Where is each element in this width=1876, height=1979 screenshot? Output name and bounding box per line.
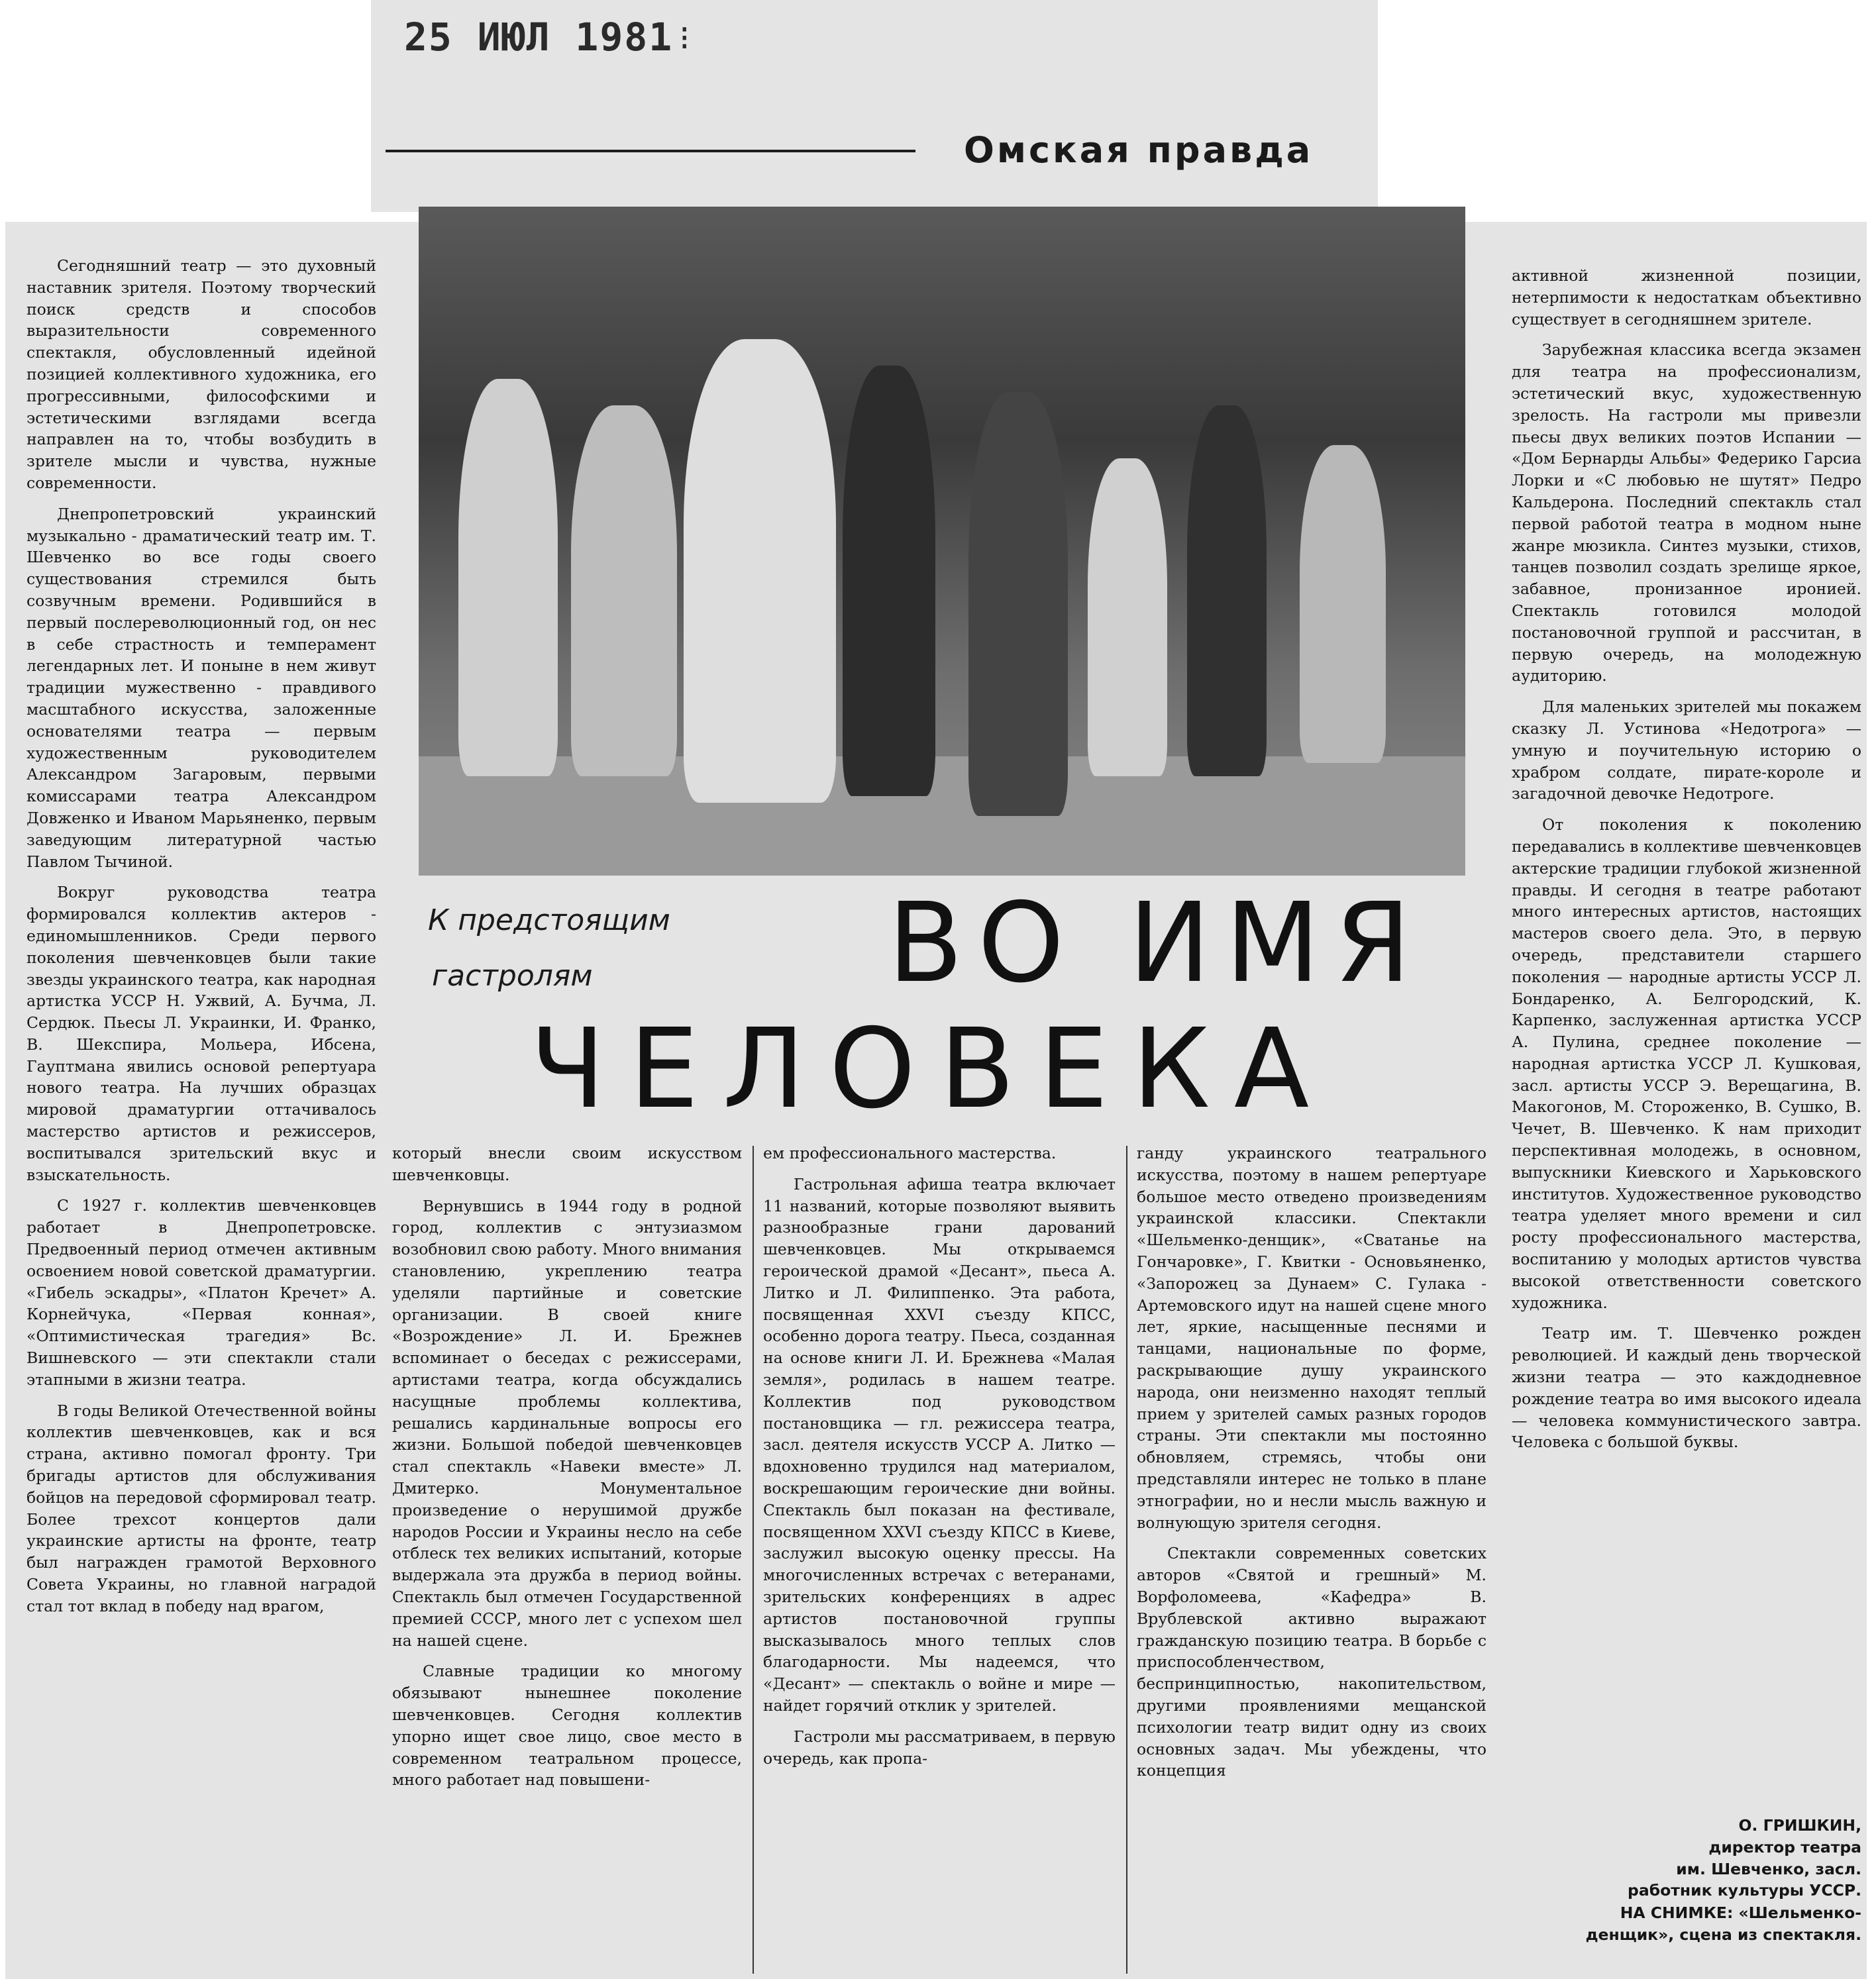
article-column-1	[26, 255, 376, 1627]
paragraph: От поколения к поколению передавались в коллективе шевченковцев актерские традиции глубокой жизненной правды. И сегодня в театре работают много интересных артистов, настоящих мастеров своего дела. Это, в первую очередь, представители старшего поколения — народные артисты УССР Л. Бондаренко, А. Белгородский, К. Карпенко, заслуженная артистка УССР А. Пулина, среднее поколение — народная артистка УССР Л. Кушковая, засл. артисты УССР Э. Верещагина, В. Макогонов, М. Стороженко, В. Сушко, В. Чечет, В. Шевченко. К нам приходит перспективная молодежь, в основном, выпускники Киевского и Харьковского институтов. Художественное руководство театра уделяет много времени и сил росту профессионального мастерства, воспитанию у молодых артистов чувства высокой ответственности советского художника.	[1512, 815, 1861, 1312]
newspaper-name: Омская правда	[964, 129, 1314, 171]
author-signature	[1512, 1815, 1861, 1902]
photo-figure	[1187, 405, 1267, 776]
photo-stage-floor	[419, 756, 1465, 876]
photo-figure	[968, 392, 1068, 816]
paragraph: С 1927 г. коллектив шевченковцев работает в Днепропетровске. Предвоенный период отмечен активным освоением новой советской драматургии. «Гибель эскадры», «Платон Кречет» А. Корнейчука, «Первая конная», «Оптимистическая трагедия» Вс. Вишневского — эти спектакли стали этапными в жизни театра.	[26, 1196, 376, 1389]
paragraph: ем профессионального мастерства.	[763, 1144, 1057, 1162]
paragraph: активной жизненной позиции, нетерпимости к недостаткам объективно существует в сегодняшнем зрителе.	[1512, 266, 1861, 329]
rubric	[428, 893, 670, 1004]
paragraph: который внесли своим искусством шевченковцы.	[392, 1144, 742, 1184]
column-divider	[1126, 1146, 1127, 1974]
photo-figure	[843, 366, 935, 796]
author-title: работник культуры УССР.	[1628, 1881, 1861, 1900]
paragraph: Гастроли мы рассматриваем, в первую очередь, как пропа-	[763, 1727, 1116, 1768]
author-name: О. ГРИШКИН,	[1738, 1816, 1861, 1835]
paragraph: В годы Великой Отечественной войны коллектив шевченковцев, как и вся страна, активно помогал фронту. Три бригады артистов для обслуживания бойцов на передовой сформировал театр. Более трехсот концертов дали украинские артисты на фронте, театр был награжден грамотой Верховного Совета Украины, но главной наградой стал тот вклад в победу над врагом,	[26, 1401, 376, 1615]
headline-line-1: ВО ИМЯ	[888, 880, 1426, 1007]
paragraph: Театр им. Т. Шевченко рожден революцией. И каждый день творческой жизни театра — это каждодневное рождение театра во имя высокого идеала — человека коммунистического завтра. Человека с большой буквы.	[1512, 1324, 1861, 1452]
photo-figure	[1300, 445, 1386, 763]
author-title: директор театра	[1708, 1837, 1861, 1856]
photo-figure	[458, 379, 558, 776]
author-title: им. Шевченко, засл.	[1676, 1859, 1861, 1878]
rubric-line-1: К предстоящим	[428, 903, 670, 937]
date-stamp: 25 ИЮЛ 1981	[404, 15, 674, 60]
rubric-line-2: гастролям	[432, 959, 593, 993]
paragraph: ганду украинского театрального искусства, поэтому в нашем репертуаре большое место отведено произведениям украинской классики. Спектакли «Шельменко-денщик», «Сватанье на Гончаровке», Г. Квитки - Основьяненко, «Запорожец за Дунаем» С. Гулака - Артемовского идут на нашей сцене много лет, яркие, насыщенные песнями и танцами, национальные по форме, раскрывающие душу украинского народа, они неизменно находят теплый прием у зрителей самых разных городов страны. Эти спектакли мы постоянно обновляем, стремясь, чтобы они представляли интерес не только в плане этнографии, но и несли мысль важную и волнующую зрителя сегодня.	[1137, 1144, 1486, 1532]
caption-line: НА СНИМКЕ: «Шельменко-	[1620, 1903, 1861, 1922]
caption-line: денщик», сцена из спектакля.	[1585, 1925, 1861, 1944]
photo-figure	[571, 405, 677, 776]
paragraph: Зарубежная классика всегда экзамен для театра на профессионализм, эстетический вкус, художественную зрелость. На гастроли мы привезли пьесы двух великих поэтов Испании — «Дом Бернарды Альбы» Федерико Гарсиа Лорки и «С любовью не шутят» Педро Кальдерона. Последний спектакль стал первой работой театра в модном ныне жанре мюзикла. Синтез музыки, стихов, танцев позволил создать зрелище яркое, забавное, пронизанное иронией. Спектакль готовился молодой постановочной группой и рассчитан, в первую очередь, на молодежную аудиторию.	[1512, 340, 1861, 685]
article-column-5	[1512, 265, 1861, 1462]
photo-caption	[1512, 1902, 1861, 1946]
paragraph: Днепропетровский украинский музыкально - драматический театр им. Т. Шевченко во все годы своего существования стремился быть созвучным времени. Родившийся в первый послереволюционный год, он нес в себе страстность и темперамент легендарных лет. И поныне в нем живут традиции мужественно - правдивого масштабного искусства, заложенные основателями театра — первым художественным руководителем Александром Загаровым, первыми комиссарами театра Александром Довженко и Иваном Марьяненко, первым заведующим литературной частью Павлом Тычиной.	[26, 504, 376, 871]
paragraph: Для маленьких зрителей мы покажем сказку Л. Устинова «Недотрога» — умную и поучительную историю о храбром солдате, пирате-короле и загадочной девочке Недотроге.	[1512, 697, 1861, 803]
article-column-2	[392, 1142, 742, 1800]
paragraph: Гастрольная афиша театра включает 11 названий, которые позволяют выявить разнообразные грани дарований шевченковцев. Мы открываемся героической драмой «Десант», пьеса А. Литко и Л. Филиппенко. Эта работа, посвященная XXVI съезду КПСС, особенно дорога театру. Пьеса, созданная на основе книги Л. И. Брежнева «Малая земля», родилась в нашем театре. Коллектив под руководством постановщика — гл. режиссера театра, засл. деятеля искусств УССР А. Литко — вдохновенно трудился над материалом, воскрешающим героические дни войны. Спектакль был показан на фестивале, посвященном XXVI съезду КПСС в Киеве, заслужил высокую оценку прессы. На многочисленных встречах с ветеранами, зрительских конференциях в адрес артистов постановочной группы высказывалось много теплых слов благодарности. Мы надеемся, что «Десант» — спектакль о войне и мире — найдет горячий отклик у зрителей.	[763, 1174, 1116, 1715]
paragraph: Спектакли современных советских авторов «Святой и грешный» М. Ворфоломеева, «Кафедра» В. Врублевской активно выражают гражданскую позицию театра. В борьбе с приспособленчеством, беспринципностью, накопительством, другими проявлениями мещанской психологии театр видит одну из своих основных задач. Мы убеждены, что концепция	[1137, 1544, 1486, 1780]
paragraph: Сегодняшний театр — это духовный наставник зрителя. Поэтому творческий поиск средств и способов выразительности современного спектакля, обусловленный идейной позицией коллективного художника, его прогрессивными, философскими и эстетическими взглядами всегда направлен на то, чтобы возбудить в зрителе мысли и чувства, нужные современности.	[26, 256, 376, 492]
article-column-4	[1137, 1142, 1486, 1791]
article-column-3	[763, 1142, 1116, 1778]
paragraph: Вернувшись в 1944 году в родной город, коллектив с энтузиазмом возобновил свою работу. Много внимания становлению, укреплению театра уделяли партийные и советские организации. В своей книге «Возрождение» Л. И. Брежнев вспоминает о беседах с режиссерами, артистами театра, когда обсуждались насущные проблемы коллектива, решались кардинальные вопросы его жизни. Большой победой шевченковцев стал спектакль «Навеки вместе» Л. Дмитерко. Монументальное произведение о нерушимой дружбе народов России и Украины несло на себе отблеск тех великих испытаний, которые выдержала эта дружба в период войны. Спектакль был отмечен Государственной премией СССР, много лет с успехом шел на нашей сцене.	[392, 1196, 742, 1650]
headline-line-2: ЧЕЛОВЕКА	[530, 1005, 1333, 1133]
masthead-rule	[386, 150, 915, 152]
photo-figure	[1088, 458, 1167, 776]
stage-photo	[419, 207, 1465, 876]
paragraph: Вокруг руководства театра формировался коллектив актеров - единомышленников. Среди первого поколения шевченковцев были такие звезды украинского театра, как народная артистка УССР Н. Ужвий, А. Бучма, Л. Сердюк. Пьесы Л. Украинки, И. Франко, В. Шекспира, Мольера, Ибсена, Гауптмана явились основой репертуара нового театра. На лучших образцах мировой драматургии оттачивалось мастерство артистов и режиссеров, воспитывался зрительский вкус и взыскательность.	[26, 883, 376, 1184]
stamp-mark: ⁝	[679, 19, 690, 58]
column-divider	[753, 1146, 754, 1974]
photo-figure	[684, 339, 836, 803]
paragraph: Славные традиции ко многому обязывают нынешнее поколение шевченковцев. Сегодня коллектив упорно ищет свое лицо, свое место в современном театральном процессе, много работает над повышени-	[392, 1662, 742, 1790]
